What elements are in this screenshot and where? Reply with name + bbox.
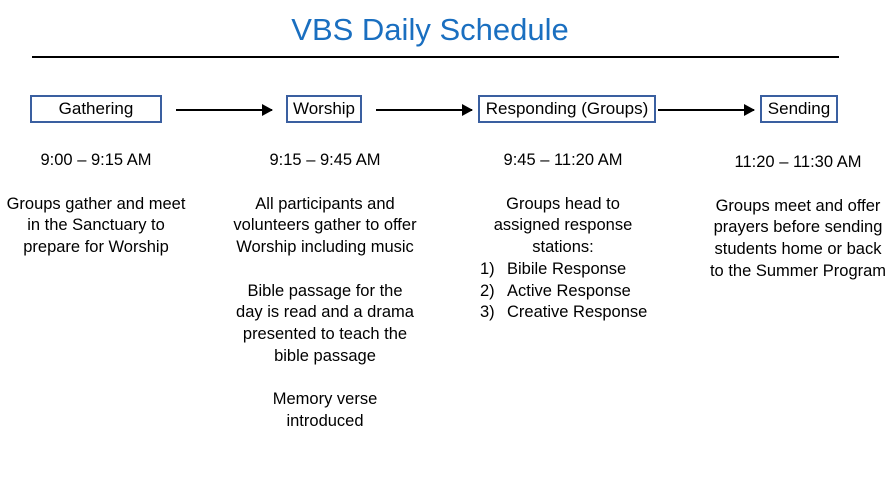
stage-time: 9:15 – 9:45 AM <box>269 151 381 169</box>
stage-box-sending: Sending <box>760 95 838 123</box>
stage-box-worship: Worship <box>286 95 362 123</box>
stage-description: All participants and volunteers gather to offer Worship including music <box>233 194 417 257</box>
arrow-right-icon <box>376 109 472 111</box>
list-item: 1) Bibile Response <box>480 259 627 278</box>
stage-column-responding <box>452 150 674 324</box>
page-title: VBS Daily Schedule <box>291 12 569 47</box>
stage-time: 11:20 – 11:30 AM <box>734 153 862 171</box>
title-divider <box>32 56 839 58</box>
stage-time: 9:00 – 9:15 AM <box>40 151 152 169</box>
arrow-right-icon <box>658 109 754 111</box>
stage-time: 9:45 – 11:20 AM <box>503 151 623 169</box>
stage-description: Bible passage for the day is read and a drama presented to teach the bible passage <box>236 281 414 365</box>
stage-description: Groups meet and offer prayers before sending students home or back to the Summer Program <box>709 196 887 280</box>
response-list <box>452 259 674 324</box>
stage-box-gathering: Gathering <box>30 95 162 123</box>
list-item: 2) Active Response <box>480 281 631 300</box>
arrow-right-icon <box>176 109 272 111</box>
stage-description: Memory verse introduced <box>272 390 378 430</box>
stage-box-responding: Responding (Groups) <box>478 95 656 123</box>
stage-description: Groups gather and meet in the Sanctuary to prepare for Worship <box>6 194 186 257</box>
stage-column-worship <box>232 150 418 432</box>
stage-description: Groups head to assigned response stations: <box>493 194 633 257</box>
stage-column-gathering <box>0 150 192 259</box>
stage-column-sending <box>708 152 888 283</box>
list-item: 3) Creative Response <box>480 303 648 322</box>
